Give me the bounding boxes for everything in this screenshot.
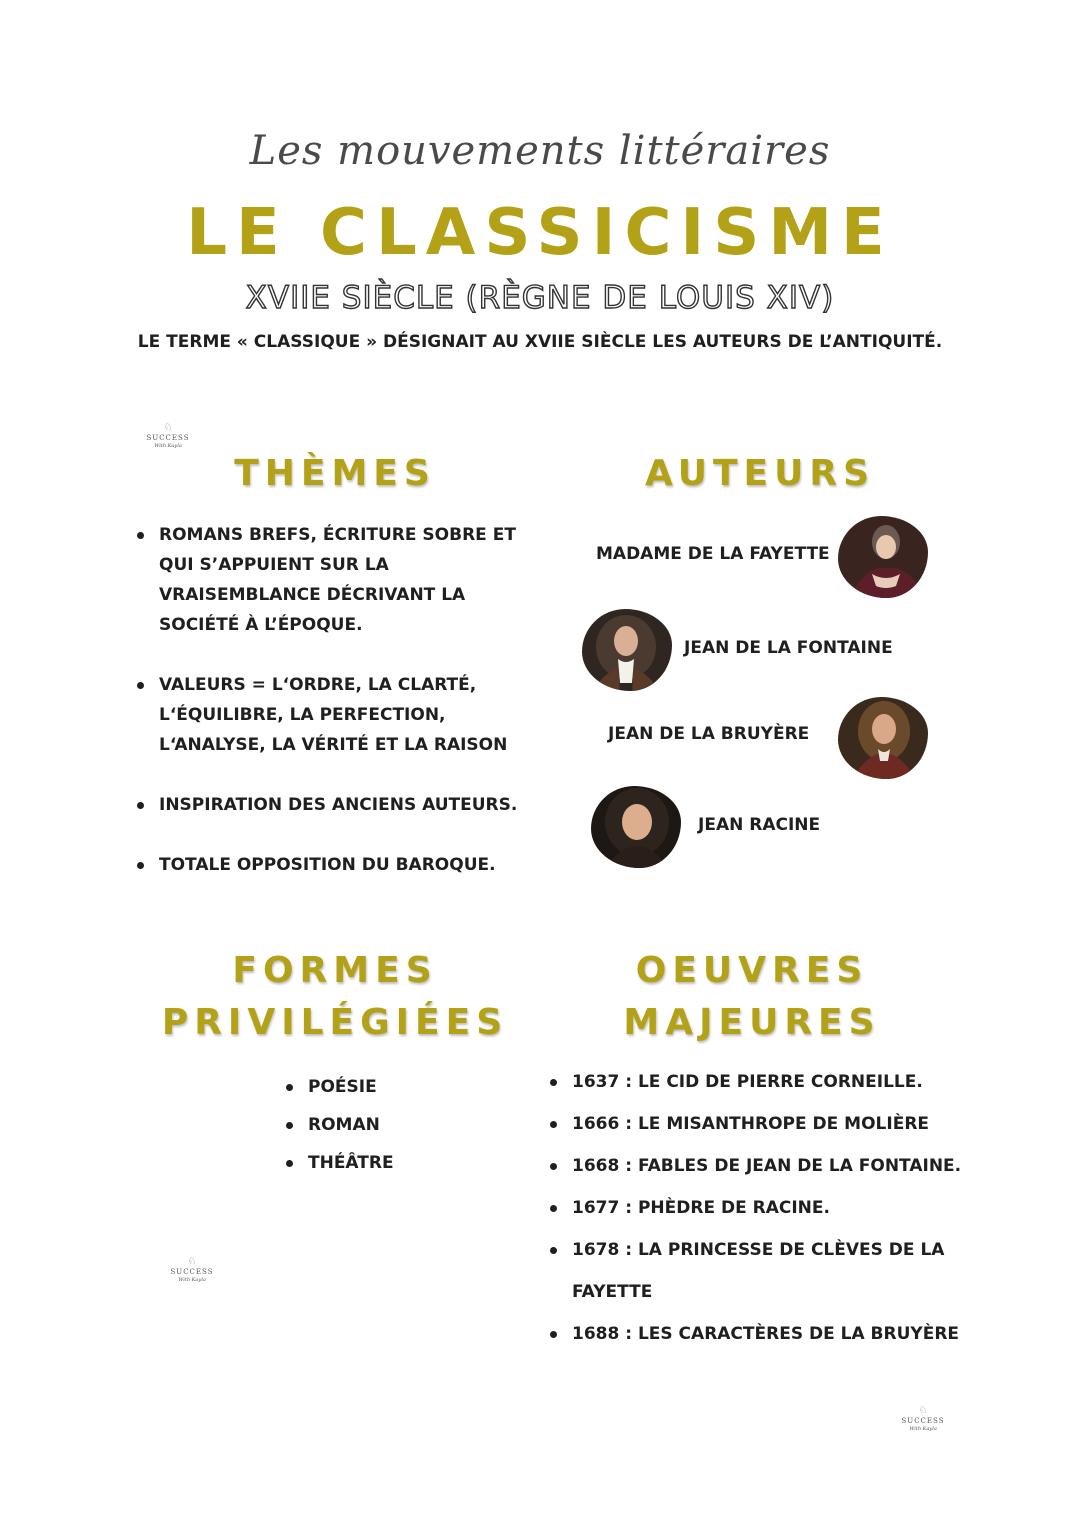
intro-text: LE TERME « CLASSIQUE » DÉSIGNAIT AU XVIIE SIÈCLE LES AUTEURS DE L’ANTIQUITÉ. bbox=[137, 332, 943, 352]
logo-subtext: With Kayla bbox=[909, 1426, 937, 1432]
author-name-lafontaine: JEAN DE LA FONTAINE bbox=[684, 638, 893, 658]
success-logo bbox=[893, 1405, 953, 1445]
themes-list bbox=[135, 520, 535, 910]
logo-subtext: With Kayla bbox=[154, 443, 182, 449]
page-title: LE CLASSICISME bbox=[186, 196, 894, 270]
forms-list bbox=[284, 1068, 484, 1182]
list-item: 1688 : LES CARACTÈRES DE LA BRUYÈRE bbox=[548, 1313, 988, 1355]
authors-title: AUTEURS bbox=[644, 453, 875, 494]
logo-text: SUCCESS bbox=[901, 1417, 945, 1425]
list-item: 1677 : PHÈDRE DE RACINE. bbox=[548, 1187, 988, 1229]
list-item: 1666 : LE MISANTHROPE DE MOLIÈRE bbox=[548, 1103, 988, 1145]
works-title bbox=[552, 945, 952, 1049]
list-item-continuation: FAYETTE bbox=[572, 1282, 653, 1302]
list-item: ROMAN bbox=[284, 1106, 484, 1144]
logo-icon: ♘ bbox=[163, 422, 173, 433]
portrait-racine-image bbox=[591, 786, 681, 868]
list-item: VALEURS = L‘ORDRE, LA CLARTÉ, L‘ÉQUILIBRE, LA PERFECTION, L‘ANALYSE, LA VÉRITÉ ET LA RAISON bbox=[135, 670, 535, 760]
forms-title-line1: FORMES bbox=[232, 950, 438, 991]
script-subtitle: Les mouvements littéraires bbox=[249, 128, 831, 174]
century-subtitle: XVIIE SIÈCLE (RÈGNE DE LOUIS XIV) bbox=[245, 280, 835, 316]
list-item: 1678 : LA PRINCESSE DE CLÈVES DE LA bbox=[548, 1229, 988, 1271]
list-item: 1668 : FABLES DE JEAN DE LA FONTAINE. bbox=[548, 1145, 988, 1187]
portrait-labruyere-image bbox=[838, 697, 928, 779]
logo-subtext: With Kayla bbox=[178, 1277, 206, 1283]
works-title-line1: OEUVRES bbox=[635, 950, 869, 991]
forms-title bbox=[135, 945, 535, 1049]
logo-text: SUCCESS bbox=[170, 1268, 214, 1276]
list-item: POÉSIE bbox=[284, 1068, 484, 1106]
logo-text: SUCCESS bbox=[146, 434, 190, 442]
themes-title: THÈMES bbox=[234, 453, 436, 494]
works-list bbox=[548, 1061, 988, 1355]
portrait-lafontaine bbox=[582, 609, 672, 691]
list-item: ROMANS BREFS, ÉCRITURE SOBRE ET QUI S’APPUIENT SUR LA VRAISEMBLANCE DÉCRIVANT LA SOCIÉTÉ À L’ÉPOQUE. bbox=[135, 520, 535, 640]
list-item: 1637 : LE CID DE PIERRE CORNEILLE. bbox=[548, 1061, 988, 1103]
portrait-lafontaine-image bbox=[582, 609, 672, 691]
author-name-racine: JEAN RACINE bbox=[698, 815, 821, 835]
list-item: THÉÂTRE bbox=[284, 1144, 484, 1182]
list-item: INSPIRATION DES ANCIENS AUTEURS. bbox=[135, 790, 535, 820]
success-logo bbox=[162, 1256, 222, 1296]
portrait-lafayette bbox=[838, 516, 928, 598]
portrait-labruyere bbox=[838, 697, 928, 779]
forms-title-line2: PRIVILÉGIÉES bbox=[161, 1002, 509, 1043]
author-name-lafayette: MADAME DE LA FAYETTE bbox=[596, 544, 830, 564]
works-title-line2: MAJEURES bbox=[623, 1002, 881, 1043]
author-name-labruyere: JEAN DE LA BRUYÈRE bbox=[608, 724, 810, 744]
logo-icon: ♘ bbox=[187, 1256, 197, 1267]
portrait-racine bbox=[591, 786, 681, 868]
portrait-lafayette-image bbox=[838, 516, 928, 598]
logo-icon: ♘ bbox=[918, 1405, 928, 1416]
list-item: TOTALE OPPOSITION DU BAROQUE. bbox=[135, 850, 535, 880]
